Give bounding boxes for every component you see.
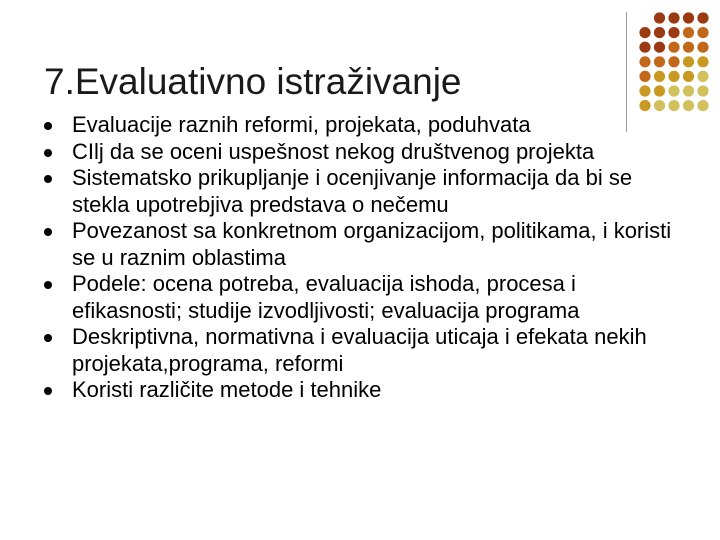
decorative-dot [697, 56, 708, 67]
decorative-dot [639, 85, 650, 96]
decorative-dot [697, 42, 708, 53]
bullet-text: Deskriptivna, normativna i evaluacija uticaja i efekata nekih projekata,programa, reformi [72, 324, 647, 376]
bullet-icon [44, 387, 52, 395]
bullet-text: Povezanost sa konkretnom organizacijom, politikama, i koristi se u raznim oblastima [72, 218, 672, 270]
decorative-dot [683, 42, 694, 53]
decorative-dot [683, 85, 694, 96]
decorative-dot [668, 42, 679, 53]
bullet-item [44, 165, 684, 218]
bullet-text: CIlj da se oceni uspešnost nekog društvenog projekta [72, 138, 595, 164]
decorative-dot [639, 42, 650, 53]
bullet-icon [44, 122, 52, 130]
bullet-icon [44, 175, 52, 183]
bullet-item [44, 218, 684, 271]
bullet-icon [44, 149, 52, 157]
decorative-dot [639, 100, 650, 111]
bullet-item [44, 271, 684, 324]
decorative-dot [654, 56, 665, 67]
decorative-dot [654, 100, 665, 111]
decorative-dot [654, 12, 665, 23]
bullet-text: Podele: ocena potreba, evaluacija ishoda, procesa i efikasnosti; studije izvodljivosti; evaluacija programa [72, 271, 580, 323]
decorative-dot [697, 27, 708, 38]
decorative-dot [668, 27, 679, 38]
bullet-text: Koristi različite metode i tehnike [72, 377, 382, 402]
decorative-dot [697, 85, 708, 96]
decorative-dot [668, 100, 679, 111]
bullet-icon [44, 281, 52, 289]
decorative-dot [683, 71, 694, 82]
decorative-dot [654, 85, 665, 96]
bullet-text: Evaluacije raznih reformi, projekata, poduhvata [72, 112, 531, 137]
decorative-dot [683, 100, 694, 111]
bullet-text: Sistematsko prikupljanje i ocenjivanje informacija da bi se stekla upotrebjiva predstava o nečemu [72, 165, 633, 217]
decorative-dot [697, 12, 708, 23]
decorative-dot [668, 12, 679, 23]
bullet-item [44, 324, 684, 377]
decorative-dot [668, 71, 679, 82]
bullet-list [44, 112, 684, 404]
decorative-dot [654, 42, 665, 53]
bullet-icon [44, 228, 52, 236]
decorative-dot [683, 27, 694, 38]
decorative-dot [639, 56, 650, 67]
slide-title: 7.Evaluativno istraživanje [44, 61, 462, 102]
decorative-dot [697, 71, 708, 82]
decorative-dot [697, 100, 708, 111]
decorative-dot [668, 85, 679, 96]
bullet-item [44, 139, 684, 166]
decorative-dot [654, 71, 665, 82]
decorative-dot [639, 27, 650, 38]
bullet-item [44, 377, 684, 404]
decorative-dot [668, 56, 679, 67]
decorative-dot [639, 71, 650, 82]
bullet-item [44, 112, 684, 139]
decorative-dot [654, 27, 665, 38]
decorative-dot [683, 56, 694, 67]
bullet-icon [44, 334, 52, 342]
decorative-dot [683, 12, 694, 23]
